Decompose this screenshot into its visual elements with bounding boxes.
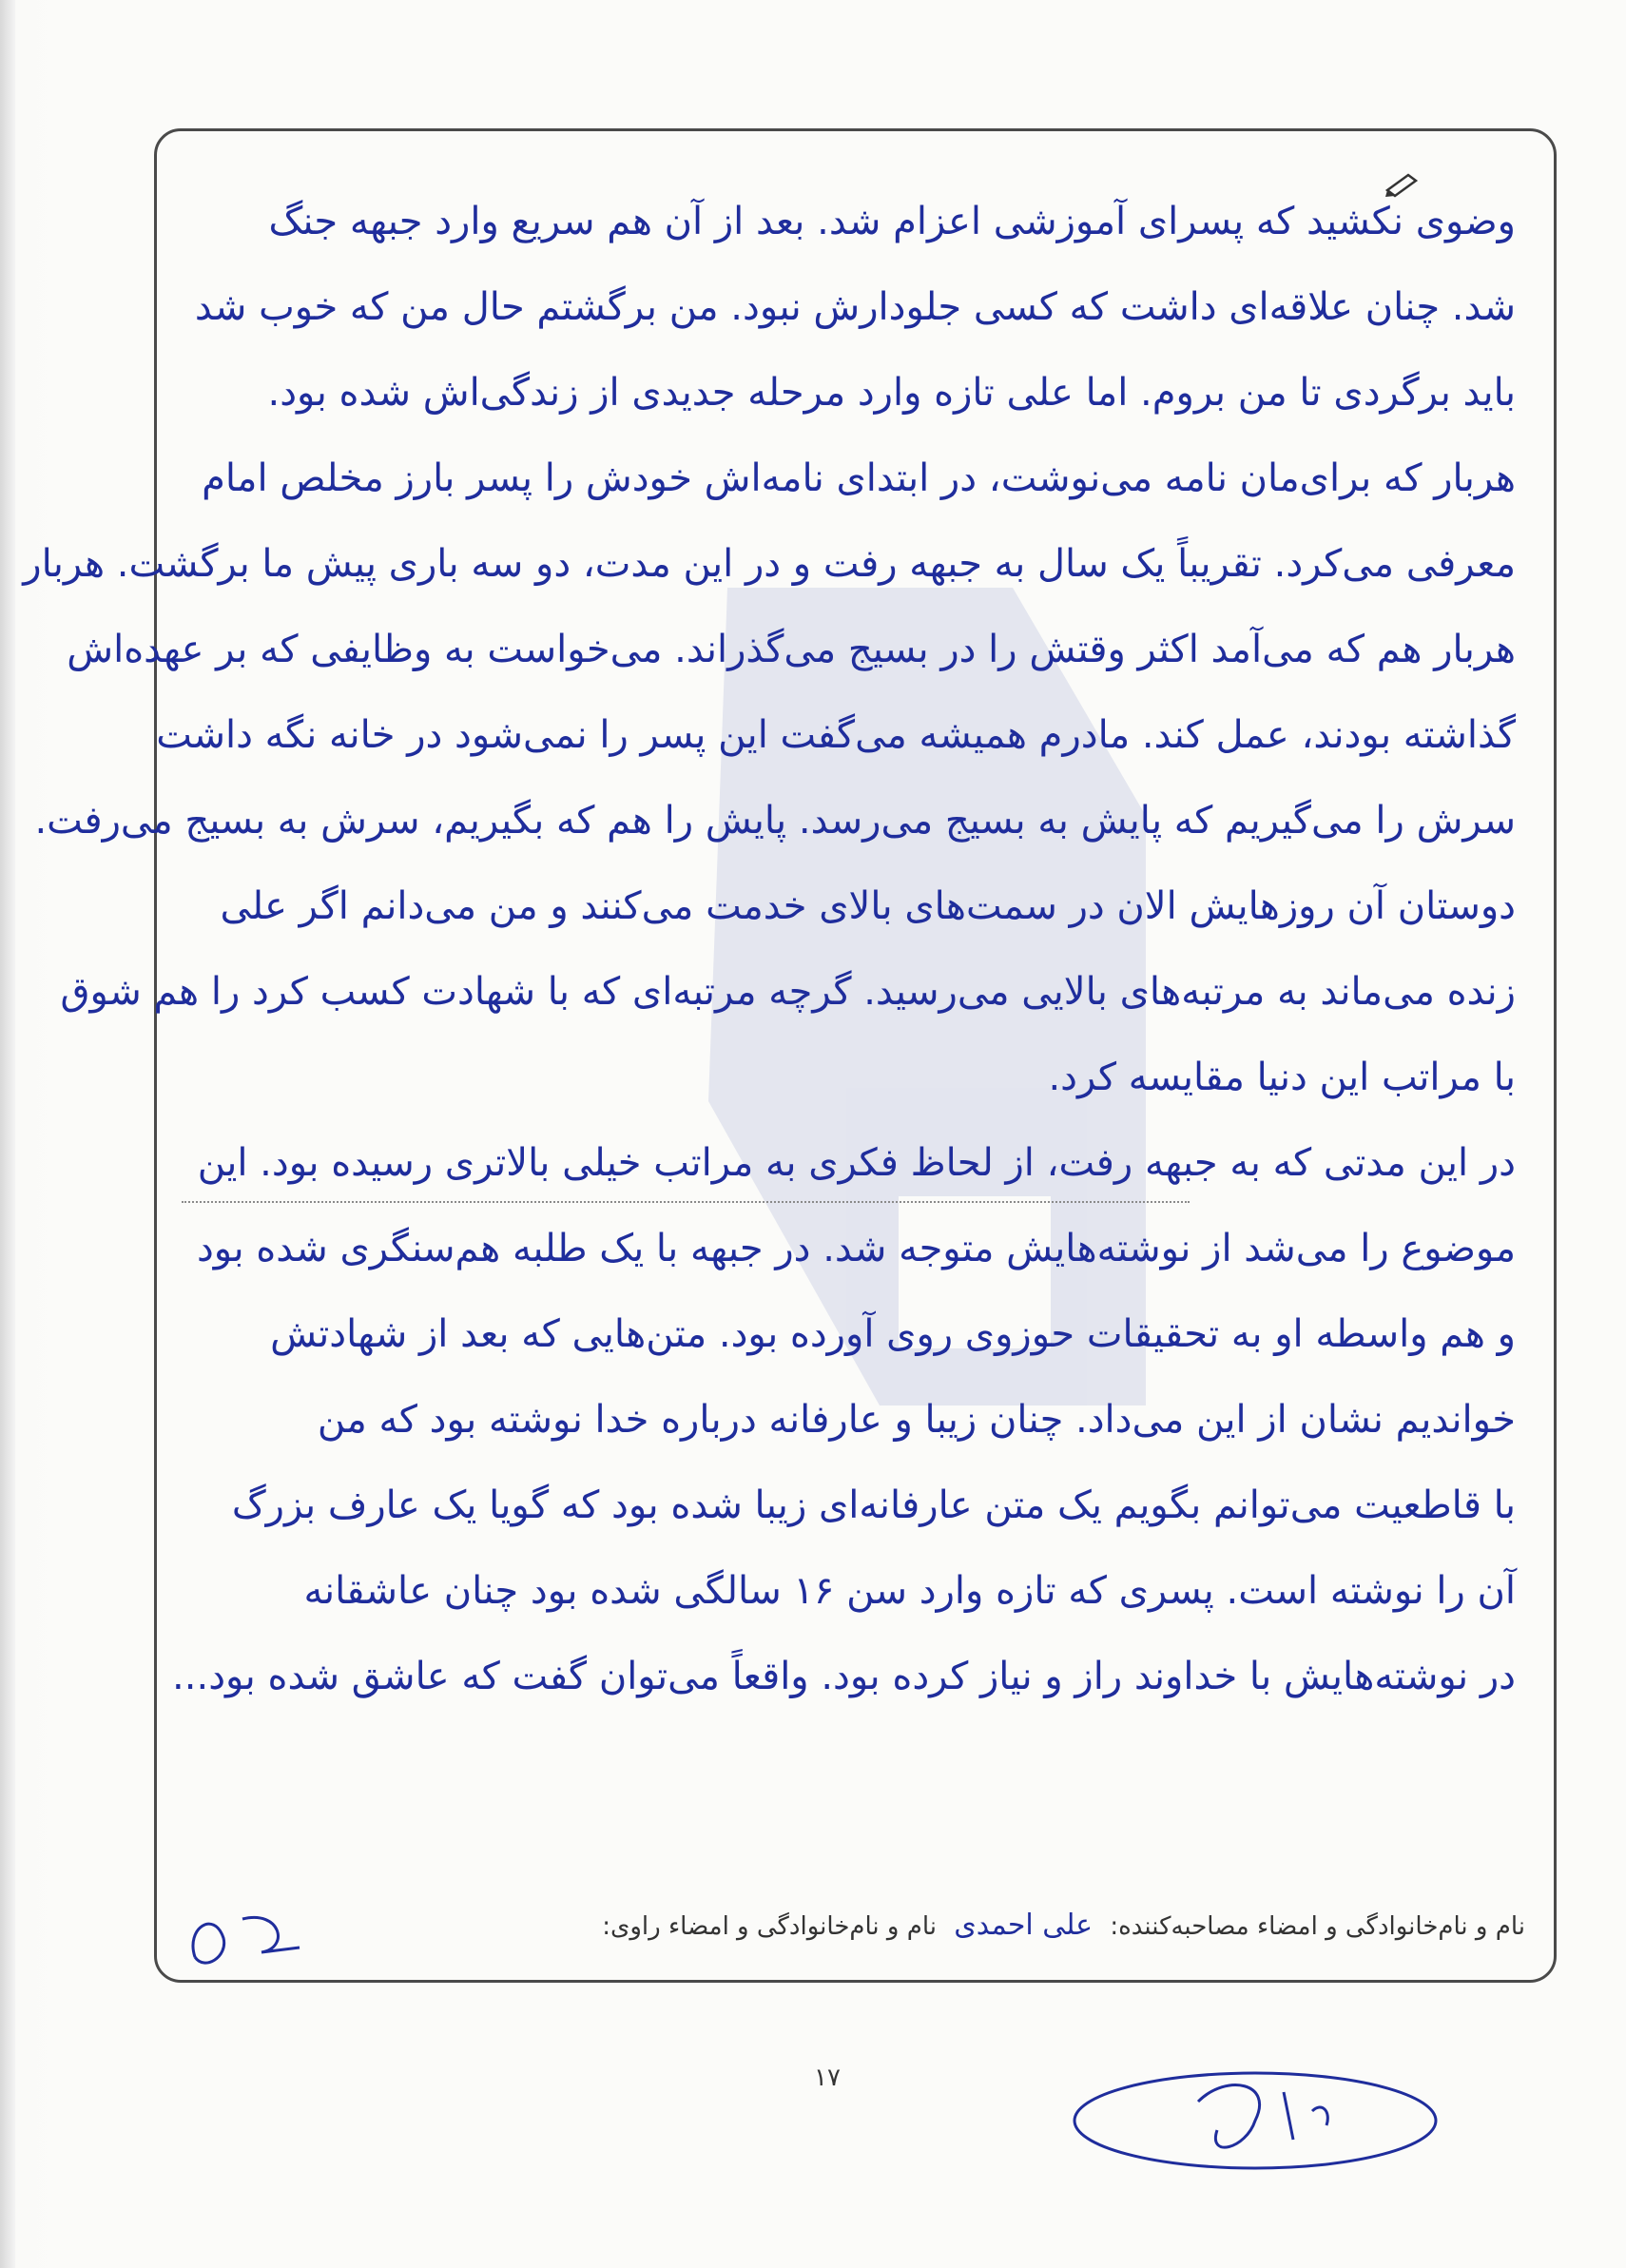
- text-line: زنده می‌ماند به مرتبه‌های بالایی می‌رسید. گرچه مرتبه‌ای که با شهادت کسب کرد را هم شوق: [60, 970, 1516, 1014]
- text-line: هربار که برای‌مان نامه می‌نوشت، در ابتدای نامه‌اش خودش را پسر بارز مخلص امام: [202, 456, 1516, 500]
- text-line: دوستان آن روزهایش الان در سمت‌های بالای خدمت می‌کنند و من می‌دانم اگر علی: [220, 884, 1516, 928]
- text-line: باید برگردی تا من بروم. اما علی تازه وارد مرحله جدیدی از زندگی‌اش شده بود.: [267, 371, 1516, 415]
- text-line: در نوشته‌هایش با خداوند راز و نیاز کرده بود. واقعاً می‌توان گفت که عاشق شده بود...: [172, 1655, 1516, 1698]
- page-number: ۱۷: [814, 2064, 841, 2092]
- dotted-separator: [182, 1201, 1190, 1203]
- content-frame: [23, 128, 1557, 1983]
- text-line: با قاطعیت می‌توانم بگویم یک متن عارفانه‌ای زیبا شده بود که گویا یک عارف بزرگ: [231, 1483, 1516, 1527]
- text-line: موضوع را می‌شد از نوشته‌هایش متوجه شد. در جبهه با یک طلبه هم‌سنگری شده بود: [196, 1227, 1516, 1270]
- text-line: در این مدتی که به جبهه رفت، از لحاظ فکری به مراتب خیلی بالاتری رسیده بود. این: [197, 1141, 1516, 1185]
- text-line: و هم واسطه او به تحقیقات حوزوی روی آورده بود. متن‌هایی که بعد از شهادتش: [270, 1312, 1516, 1356]
- text-line: معرفی می‌کرد. تقریباً یک سال به جبهه رفت و در این مدت، دو سه باری پیش ما برگشت. هربار: [23, 542, 1516, 586]
- text-line: با مراتب این دنیا مقایسه کرد.: [1048, 1056, 1516, 1099]
- narrator-signature: [176, 1900, 347, 1976]
- text-line: آن را نوشته است. پسری که تازه وارد سن ۱۶ سالگی شده بود چنان عاشقانه: [303, 1569, 1516, 1613]
- text-line: هربار هم که می‌آمد اکثر وقتش را در بسیج می‌گذراند. می‌خواست به وظایفی که بر عهده‌اش: [67, 628, 1516, 671]
- handwritten-text-block: [23, 179, 1516, 1719]
- interviewer-name: علی احمدی: [954, 1909, 1094, 1942]
- interviewer-label: نام و نام‌خانوادگی و امضاء مصاحبه‌کننده:: [1110, 1912, 1525, 1941]
- bottom-signature: [1055, 2045, 1455, 2187]
- text-line: وضو‌ی نکشید که پسرای آموزشی اعزام شد. بعد از آن هم سریع وارد جبهه جنگ: [268, 200, 1516, 243]
- signature-row: [185, 1892, 1525, 1959]
- text-line: شد. چنان علاقه‌ای داشت که کسی جلودارش نبود. من برگشتم حال من که خوب شد: [194, 285, 1516, 329]
- text-line: سرش را می‌گیریم که پایش به بسیج می‌رسد. پایش را هم که بگیریم، سرش به بسیج می‌رفت.: [34, 799, 1516, 843]
- page-fold-shadow: [0, 0, 15, 2268]
- text-line: گذاشته بودند، عمل کند. مادرم همیشه می‌گفت این پسر را نمی‌شود در خانه نگه داشت: [156, 713, 1516, 757]
- text-line: خواندیم نشان از این می‌داد. چنان زیبا و عارفانه درباره خدا نوشته بود که من: [317, 1398, 1516, 1442]
- narrator-label: نام و نام‌خانوادگی و امضاء راوی:: [602, 1912, 937, 1941]
